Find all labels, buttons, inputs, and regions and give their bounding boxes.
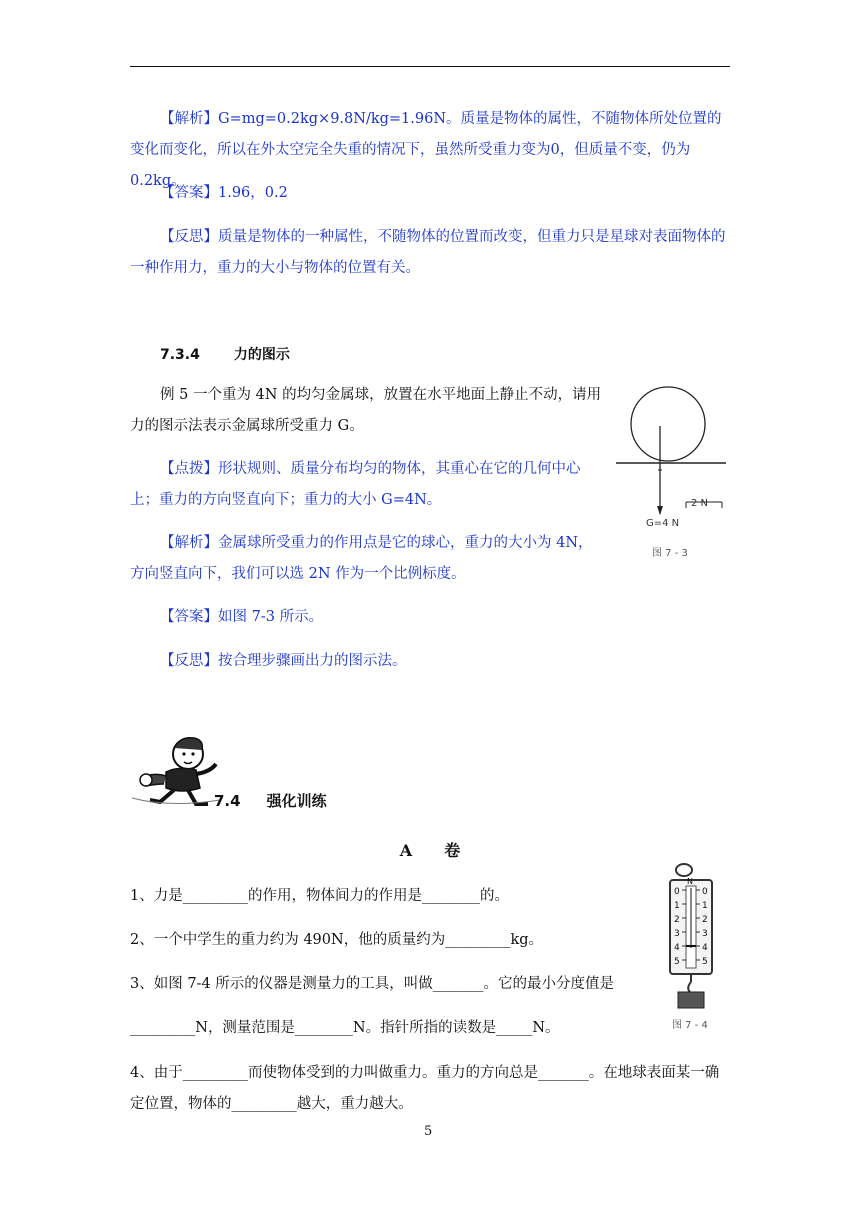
answer-paragraph-2 (130, 602, 730, 633)
hint-text: 形状规则、质量分布均匀的物体，其重心在它的几何中心上；重力的方向竖直向下；重力的大小 G=4N。 (130, 461, 581, 508)
reflection-paragraph-1 (130, 222, 730, 284)
section-title: 强化训练 (266, 792, 327, 810)
section-number: 7.3.4 (160, 347, 200, 363)
answer-text: 如图 7-3 所示。 (218, 609, 324, 625)
analysis-tag: 【解析】 (160, 535, 218, 551)
analysis-paragraph-2 (130, 528, 606, 590)
figure-7-4-caption: 图 7 - 4 (672, 1020, 708, 1031)
hint-paragraph (130, 454, 606, 516)
analysis-tag: 【解析】 (160, 111, 218, 127)
reflection-tag: 【反思】 (160, 653, 218, 669)
weight-block (678, 992, 704, 1008)
reflection-paragraph-2 (130, 646, 730, 677)
section-heading-7-3-4 (160, 344, 290, 364)
spring-scale-drawing (656, 862, 732, 1012)
question-3-line-1: 3、如图 7-4 所示的仪器是测量力的工具，叫做_______。它的最小分度值是 (130, 976, 615, 992)
header-rule (130, 66, 730, 67)
question-4: 4、由于_________而使物体受到的力叫做重力。重力的方向总是_______。在地球表面某一确定位置，物体的_________越大，重力越大。 (130, 1065, 720, 1112)
answer-text: 1.96，0.2 (218, 185, 288, 201)
mascot-illustration (130, 734, 222, 808)
scale-right-numbers: 0 1 2 3 4 5 (702, 887, 708, 967)
analysis-text: G=mg=0.2kg×9.8N/kg=1.96N。质量是物体的属性，不随物体所处位置的变化而变化，所以在外太空完全失重的情况下，虽然所受重力变为0，但质量不变，仍为0.2kg。 (130, 111, 722, 189)
answer-tag: 【答案】 (160, 609, 218, 625)
figure-7-3 (614, 384, 732, 564)
answer-tag: 【答案】 (160, 185, 218, 201)
reflection-text: 质量是物体的一种属性，不随物体的位置而改变，但重力只是星球对表面物体的一种作用力，重力的大小与物体的位置有关。 (130, 229, 726, 276)
analysis-text: 金属球所受重力的作用点是它的球心，重力的大小为 4N，方向竖直向下，我们可以选 2N 作为一个比例标度。 (130, 535, 593, 582)
running-boy-cartoon (130, 734, 222, 808)
volume-title: A 卷 (399, 841, 461, 860)
question-3-line-2: _________N，测量范围是________N。指针所指的读数是_____N。 (130, 1020, 560, 1036)
example-5-text: 例 5 一个重为 4N 的均匀金属球，放置在水平地面上静止不动，请用力的图示法表示金属球所受重力 G。 (130, 387, 602, 434)
question-2: 2、一个中学生的重力约为 490N，他的质量约为_________kg。 (130, 932, 544, 948)
hint-tag: 【点拨】 (160, 461, 218, 477)
section-number: 7.4 (214, 792, 241, 810)
reflection-text: 按合理步骤画出力的图示法。 (218, 653, 407, 669)
section-title: 力的图示 (233, 347, 290, 363)
answer-paragraph-1 (130, 178, 730, 209)
figure-7-4 (656, 862, 732, 1032)
scale-unit-label: N (687, 877, 693, 886)
force-label: G=4 N (646, 518, 680, 529)
scale-label: 2 N (691, 498, 709, 509)
hook (688, 982, 691, 992)
page-number: 5 (424, 1124, 433, 1139)
metal-ball-shape (631, 387, 705, 461)
section-heading-7-4 (214, 790, 327, 811)
figure-7-3-caption: 图 7 - 3 (652, 548, 688, 559)
gravity-arrow-head (657, 506, 663, 515)
question-1: 1、力是_________的作用，物体间力的作用是________的。 (130, 888, 509, 904)
top-ring (676, 864, 692, 876)
scale-left-numbers: 0 1 2 3 4 5 (674, 887, 680, 967)
reflection-tag: 【反思】 (160, 229, 218, 245)
ball-gravity-diagram (614, 384, 732, 564)
